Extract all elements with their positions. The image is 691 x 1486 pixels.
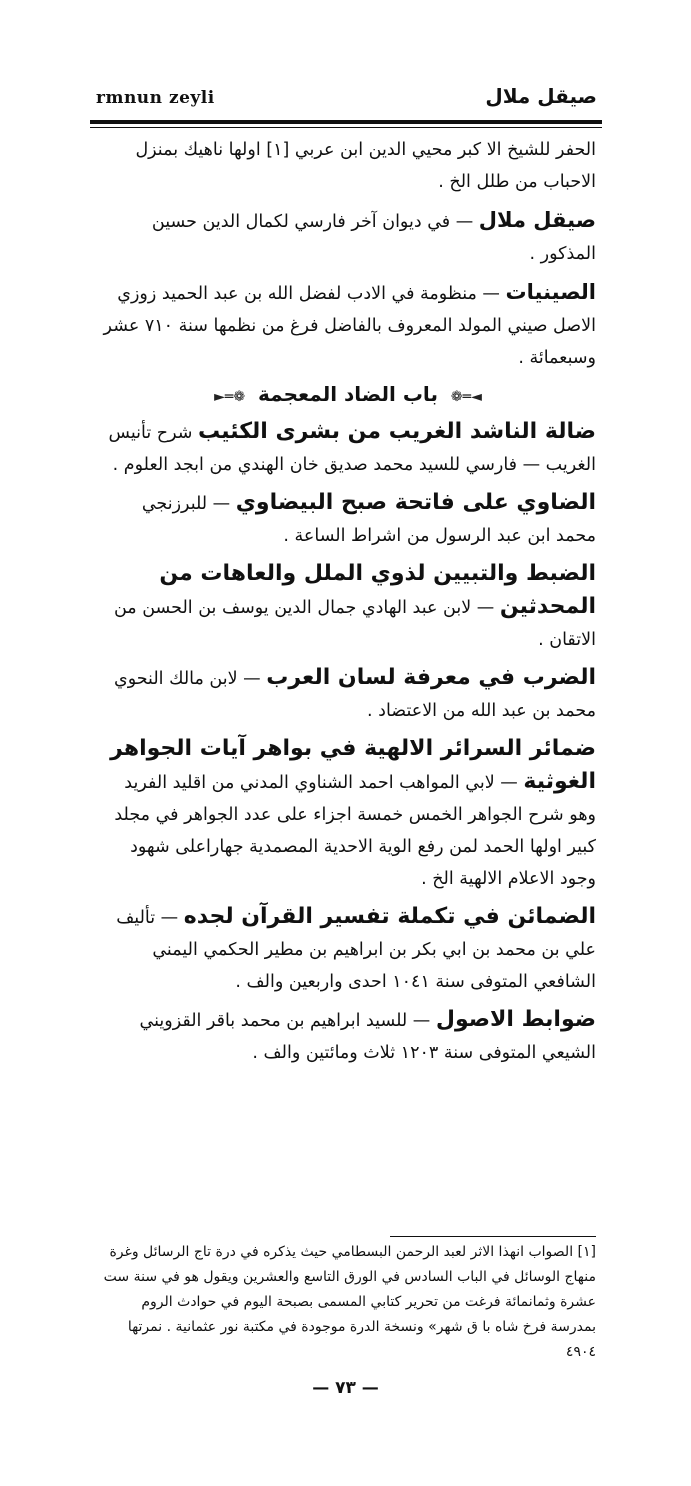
entry-text: — للبرزنجي محمد ابن عبد الرسول من اشراط الساعة .: [141, 494, 596, 546]
entry-term: الضمائن في تكملة تفسير القرآن لجده: [183, 904, 596, 929]
entry-text: — لابن مالك النحوي محمد بن عبد الله من الاعتضاد .: [114, 669, 596, 721]
entry-text: — لابي المواهب احمد الشناوي المدني من اقليد الفريد وهو شرح الجواهر الخمس خمسة اجزاء على عدد الجواهر في مجلد كبير اولها الحمد لمن رفع الوية الاحدية المصمدية جهاراعلى شهود وجود الاعلام الالهية الخ .: [114, 773, 596, 889]
entry-continuation: [100, 134, 596, 198]
entry-term: الضبط والتبيين لذوي الملل والعاهات من المحدثين: [159, 561, 596, 619]
page-number: — ٧٣ —: [312, 1378, 379, 1398]
running-head-left: rmnun zeyli: [96, 88, 215, 108]
entry-term: ضمائر السرائر الالهية في بواهر آيات الجواهر الغوثية: [110, 736, 596, 794]
header-rule-thin: [90, 127, 602, 128]
entry: [100, 662, 596, 727]
entry-text: — لابن عبد الهادي جمال الدين يوسف بن الحسن من الاتقان .: [113, 598, 596, 650]
entry-text: — تأليف علي بن محمد بن ابي بكر بن ابراهيم بن مطير الحكمي اليمني الشافعي المتوفى سنة ١٠٤١ احدى واربعين والف .: [116, 908, 596, 992]
entry-term: الصينيات: [505, 280, 596, 304]
running-head-right: صيقل ملال: [485, 84, 597, 108]
entry: [100, 733, 596, 895]
header-rule-thick: [90, 120, 602, 124]
footnote: [100, 1240, 596, 1365]
entry: [100, 416, 596, 481]
entry: [100, 487, 596, 552]
body-text: [100, 134, 596, 1069]
entry-text: شرح تأنيس الغريب — فارسي للسيد محمد صديق خان الهندي من ابجد العلوم .: [108, 423, 596, 475]
entry-term: الضرب في معرفة لسان العرب: [266, 665, 596, 690]
entry-term: الضاوي على فاتحة صبح البيضاوي: [235, 490, 596, 515]
footnote-text: [١] الصواب انهذا الاثر لعبد الرحمن البسطامي حيث يذكره في درة تاج الرسائل وغرة منهاج الوسائل في الباب السادس في الورق التاسع والعشرين ويقول هو في سنة ست عشرة وثمانمائة فرغت من تحرير كتابي المسمى بصبحة اليوم في حوادث الروم بمدرسة فرخ شاه با ق شهر» ونسخة الدرة موجودة في مكتبة نور عثمانية . نمرتها ٤٩٠٤: [103, 1244, 596, 1360]
entry-text: — للسيد ابراهيم بن محمد باقر القزويني الشيعي المتوفى سنة ١٢٠٣ ثلاث ومائتين والف .: [139, 1011, 596, 1063]
entry-text: — في ديوان آخر فارسي لكمال الدين حسين المذكور .: [151, 212, 596, 264]
entry: [100, 901, 596, 998]
entry: [100, 558, 596, 656]
ornament-icon: ❁═►: [214, 389, 246, 405]
footnote-rule: [390, 1236, 596, 1237]
entry-term: صيقل ملال: [478, 208, 596, 232]
section-heading-text: باب الضاد المعجمة: [258, 382, 438, 406]
entry-term: ضوابط الاصول: [435, 1007, 596, 1032]
entry-text: الحفر للشيخ الا كبر محيي الدين ابن عربي [١] اولها ناهيك بمنزل الاحباب من طلل الخ .: [135, 140, 596, 192]
running-head: [96, 84, 597, 116]
entry-term: ضالة الناشد الغريب من بشرى الكئيب: [197, 419, 596, 444]
entry: [100, 204, 596, 270]
entry: [100, 1004, 596, 1069]
section-heading: [100, 382, 596, 406]
entry-text: — منظومة في الادب لفضل الله بن عبد الحميد زوزي الاصل صيني المولد المعروف بالفاضل فرغ من نظمها سنة ٧١٠ عشر وسبعمائة .: [103, 284, 596, 368]
entry: [100, 276, 596, 374]
ornament-icon: ◄═❁: [450, 389, 482, 405]
